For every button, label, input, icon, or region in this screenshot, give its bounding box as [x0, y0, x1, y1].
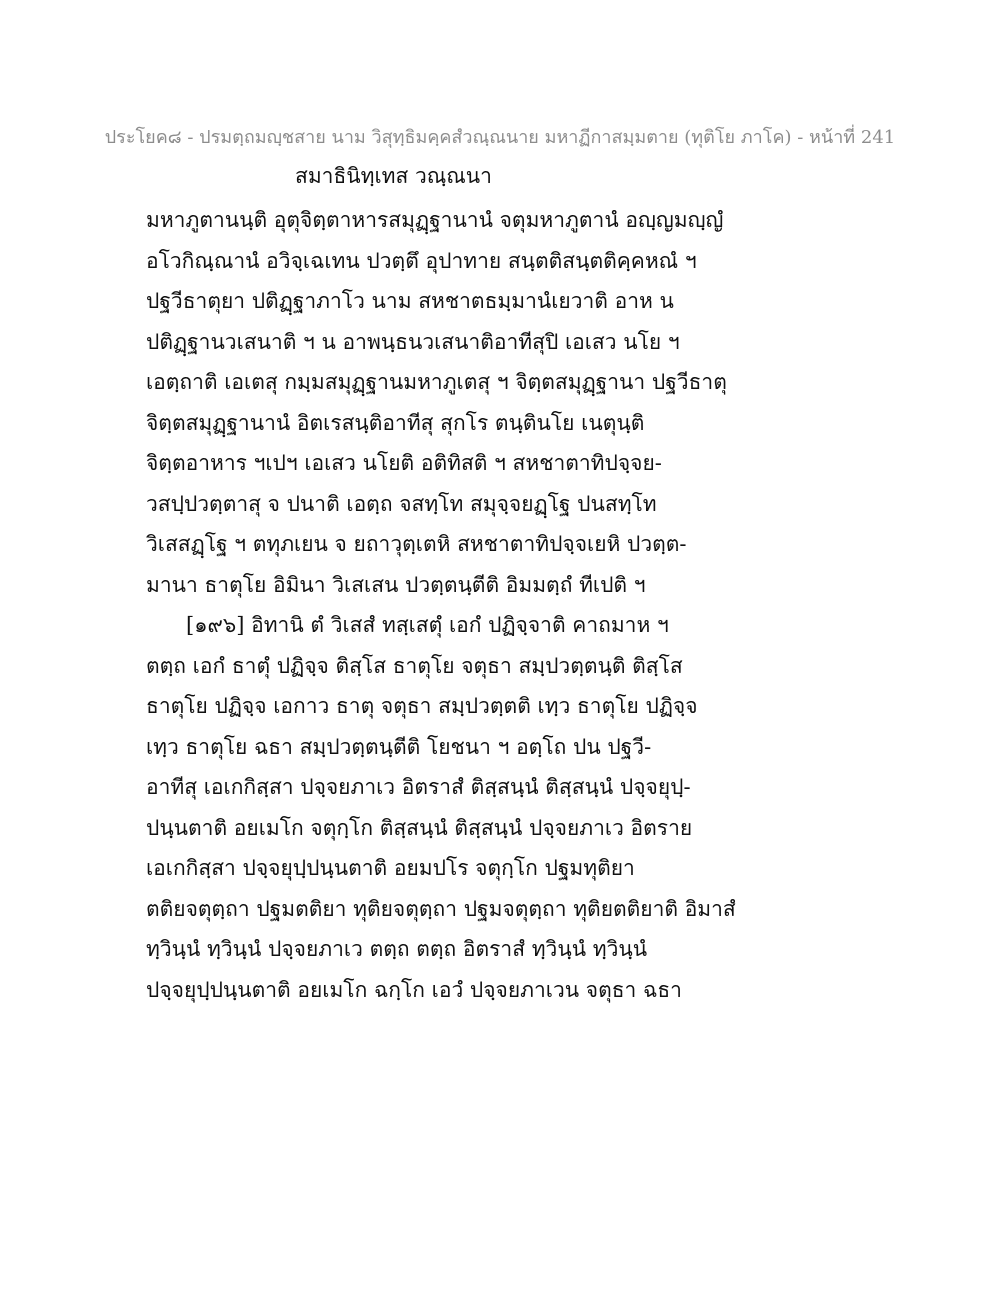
text-line: มหาภูตานนฺติ อุตุจิตฺตาหารสมุฏฺฐานานํ จตุมหาภูตานํ อญฺญมญฺญํ — [146, 208, 724, 232]
text-line: ตติยจตุตฺถา ปฐมตติยา ทุติยจตุตฺถา ปฐมจตุตฺถา ทุติยตติยาติ อิมาสํ — [146, 896, 736, 921]
body-text — [146, 200, 866, 1010]
text-line: เอเกกิสฺสา ปจฺจยุปฺปนฺนตาติ อยมปโร จตุกฺโก ปฐมทุติยา — [146, 856, 635, 880]
text-line: อาทีสุ เอเกกิสฺสา ปจฺจยภาเว อิตราสํ ติสฺสนฺนํ ติสฺสนฺนํ ปจฺจยุปฺ- — [146, 775, 691, 799]
text-line: ปฐวีธาตุยา ปติฏฺฐาภาโว นาม สหชาตธมฺมานํเยวาติ อาห น — [146, 289, 674, 313]
text-line: วสปฺปวตฺตาสุ จ ปนาติ เอตฺถ จสทฺโท สมุจฺจยฏฺโฐ ปนสทฺโท — [146, 491, 657, 516]
text-line: เทฺว ธาตุโย ฉธา สมฺปวตฺตนฺตีติ โยชนา ฯ อตฺโถ ปน ปฐวี- — [146, 734, 652, 759]
text-line: ทฺวินฺนํ ทฺวินฺนํ ปจฺจยภาเว ตตฺถ ตตฺถ อิตราสํ ทฺวินฺนํ ทฺวินฺนํ — [146, 937, 648, 961]
text-line: ปจฺจยุปฺปนฺนตาติ อยเมโก ฉกฺโก เอวํ ปจฺจยภาเวน จตุธา ฉธา — [146, 977, 682, 1002]
text-line: มานา ธาตุโย อิมินา วิเสเสน ปวตฺตนฺตีติ อิมมตฺถํ ทีเปติ ฯ — [146, 572, 646, 597]
section-title: สมาธินิทฺเทส วณฺณนา — [295, 164, 492, 188]
text-line: ธาตุโย ปฏิจฺจ เอกาว ธาตุ จตุธา สมฺปวตฺตติ เทฺว ธาตุโย ปฏิจฺจ — [146, 694, 698, 718]
text-line: วิเสสฏฺโฐ ฯ ตทุภเยน จ ยถาวุตฺเตหิ สหชาตาทิปจฺจเยหิ ปวตฺต- — [146, 532, 687, 556]
text-line: ตตฺถ เอกํ ธาตุํ ปฏิจฺจ ติสฺโส ธาตุโย จตุธา สมฺปวตฺตนฺติ ติสฺโส — [146, 653, 683, 678]
text-line: จิตฺตอาหาร ฯเปฯ เอเสว นโยติ อติทิสติ ฯ สหชาตาทิปจฺจย- — [146, 451, 662, 475]
text-line: อโวกิณฺณานํ อวิจฺเฉเทน ปวตฺตึ อุปาทาย สนฺตติสนฺตติคฺคหณํ ฯ — [146, 248, 697, 273]
text-line: จิตฺตสมุฏฺฐานานํ อิตเรสนฺติอาทีสุ สุกโร ตนฺตินโย เนตุนฺติ — [146, 410, 645, 435]
text-line: ปนฺนตาติ อยเมโก จตุกฺโก ติสฺสนฺนํ ติสฺสนฺนํ ปจฺจยภาเว อิตราย — [146, 815, 693, 840]
text-line: ปติฏฺฐานวเสนาติ ฯ น อาพนฺธนวเสนาติอาทีสุปิ เอเสว นโย ฯ — [146, 329, 680, 354]
text-line: เอตฺถาติ เอเตสุ กมฺมสมุฏฺฐานมหาภูเตสุ ฯ จิตฺตสมุฏฺฐานา ปฐวีธาตุ — [146, 370, 727, 394]
running-header: ประโยค๘ - ปรมตฺถมญฺชสาย นาม วิสุทฺธิมคฺคสํวณฺณนาย มหาฏีกาสมฺมตาย (ทุติโย ภาโค) - หน้าที่ 241 — [104, 127, 896, 148]
paragraph-start-line: [๑๙๖] อิทานิ ตํ วิเสสํ ทสฺเสตุํ เอกํ ปฏิจฺจาติ คาถมาห ฯ — [186, 613, 669, 637]
